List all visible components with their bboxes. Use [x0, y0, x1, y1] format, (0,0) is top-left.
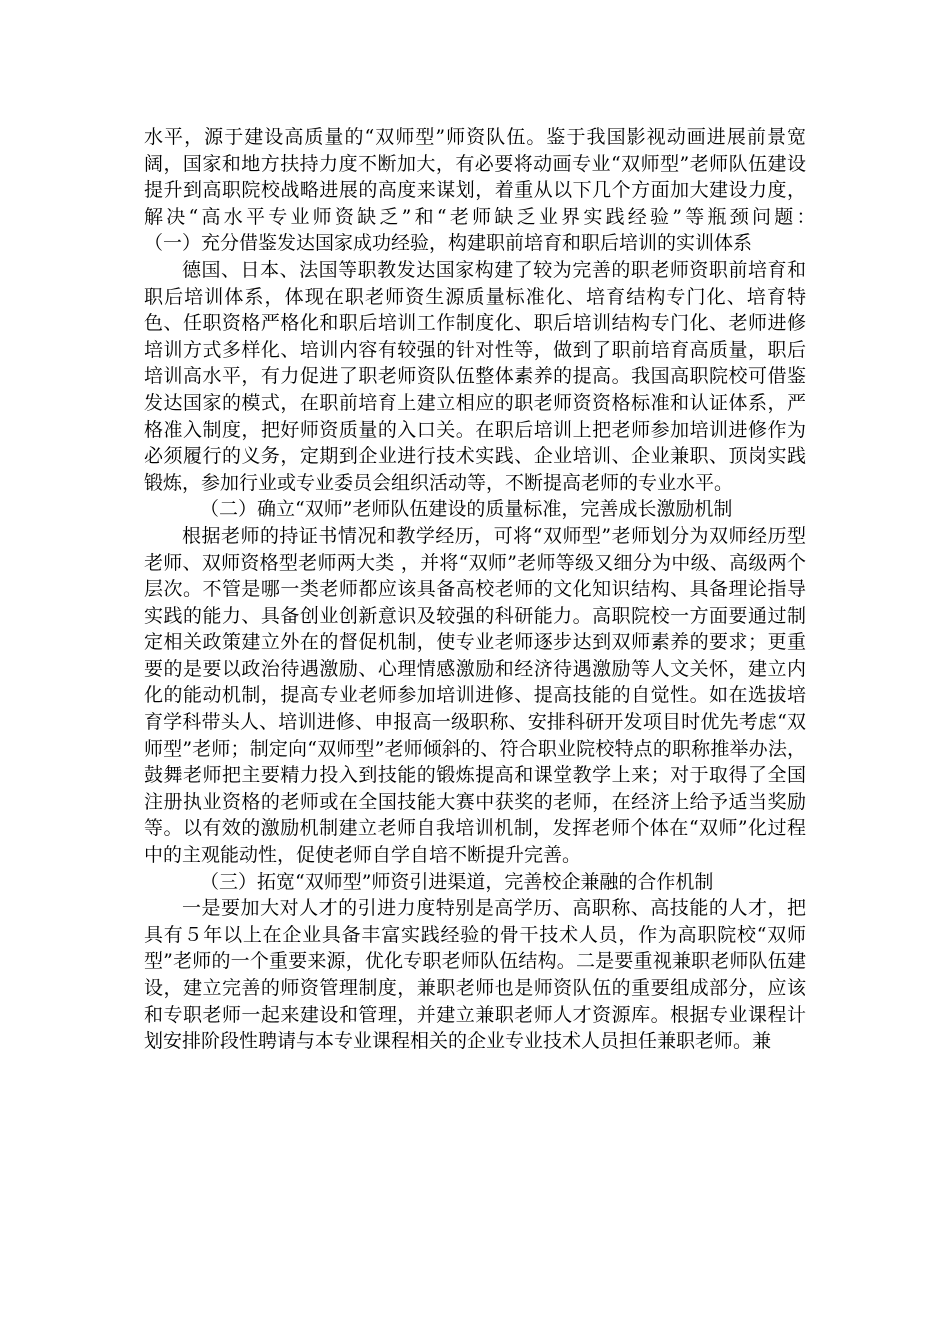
section-heading-2: （二）确立“双师”老师队伍建设的质量标准，完善成长激励机制: [200, 498, 733, 521]
body-paragraph-2: 根据老师的持证书情况和教学经历，可将“双师型”老师划分为双师经历型老师、双师资格型老师两大类 ，并将“双师”老师等级又细分为中级、高级两个层次。不管是哪一类老师都应该具备高校老师的文化知识结构、具备理论指导实践的能力、具备创业创新意识及较强的科研能力。高职院校一方面要通过制定相关政策建立外在的督促机制，使专业老师逐步达到双师素养的要求；更重要的是要以政治待遇激励、心理情感激励和经济待遇激励等人文关怀，建立内化的能动机制，提高专业老师参加培训进修、提高技能的自觉性。如在选拔培育学科带头人、培训进修、申报高一级职称、安排科研开发项目时优先考虑“双师型”老师；制定向“双师型”老师倾斜的、符合职业院校特点的职称推举办法，鼓舞老师把主要精力投入到技能的锻炼提高和课堂教学上来；对于取得了全国注册执业资格的老师或在全国技能大赛中获奖的老师，在经济上给予适当奖励等。以有效的激励机制建立老师自我培训机制，发挥老师个体在“双师”化过程中的主观能动性，促使老师自学自培不断提升完善。: [144, 524, 806, 867]
intro-paragraph: 水平，源于建设高质量的“双师型”师资队伍。鉴于我国影视动画进展前景宽阔，国家和地方扶持力度不断加大，有必要将动画专业“双师型”老师队伍建设提升到高职院校战略进展的高度来谋划，着重从以下几个方面加大建设力度，解决“高水平专业师资缺乏”和“老师缺乏业界实践经验”等瓶颈问题： （一）充分借鉴发达国家成功经验，构建职前培育和职后培训的实训体系: [144, 126, 883, 255]
body-paragraph-1: 德国、日本、法国等职教发达国家构建了较为完善的职老师资职前培育和职后培训体系，体现在职老师资生源质量标准化、培育结构专门化、培育特色、任职资格严格化和职后培训工作制度化、职后培训结构专门化、老师进修培训方式多样化、培训内容有较强的针对性等，做到了职前培育高质量，职后培训高水平，有力促进了职老师资队伍整体素养的提高。我国高职院校可借鉴发达国家的模式，在职前培育上建立相应的职老师资资格标准和认证体系，严格准入制度，把好师资质量的入口关。在职后培训上把老师参加培训进修作为必须履行的义务，定期到企业进行技术实践、企业培训、企业兼职、顶岗实践锻炼，参加行业或专业委员会组织活动等，不断提高老师的专业水平。: [144, 258, 806, 494]
document-page: [144, 124, 883, 1055]
body-paragraph-3: 一是要加大对人才的引进力度特别是高学历、高职称、高技能的人才，把具有５年以上在企业具备丰富实践经验的骨干技术人员，作为高职院校“双师型”老师的一个重要来源，优化专职老师队伍结构。二是要重视兼职老师队伍建设，建立完善的师资管理制度，兼职老师也是师资队伍的重要组成部分，应该和专职老师一起来建设和管理，并建立兼职老师人才资源库。根据专业课程计划安排阶段性聘请与本专业课程相关的企业专业技术人员担任兼职老师。兼: [144, 897, 806, 1053]
section-heading-3: （三）拓宽“双师型”师资引进渠道，完善校企兼融的合作机制: [200, 870, 714, 893]
